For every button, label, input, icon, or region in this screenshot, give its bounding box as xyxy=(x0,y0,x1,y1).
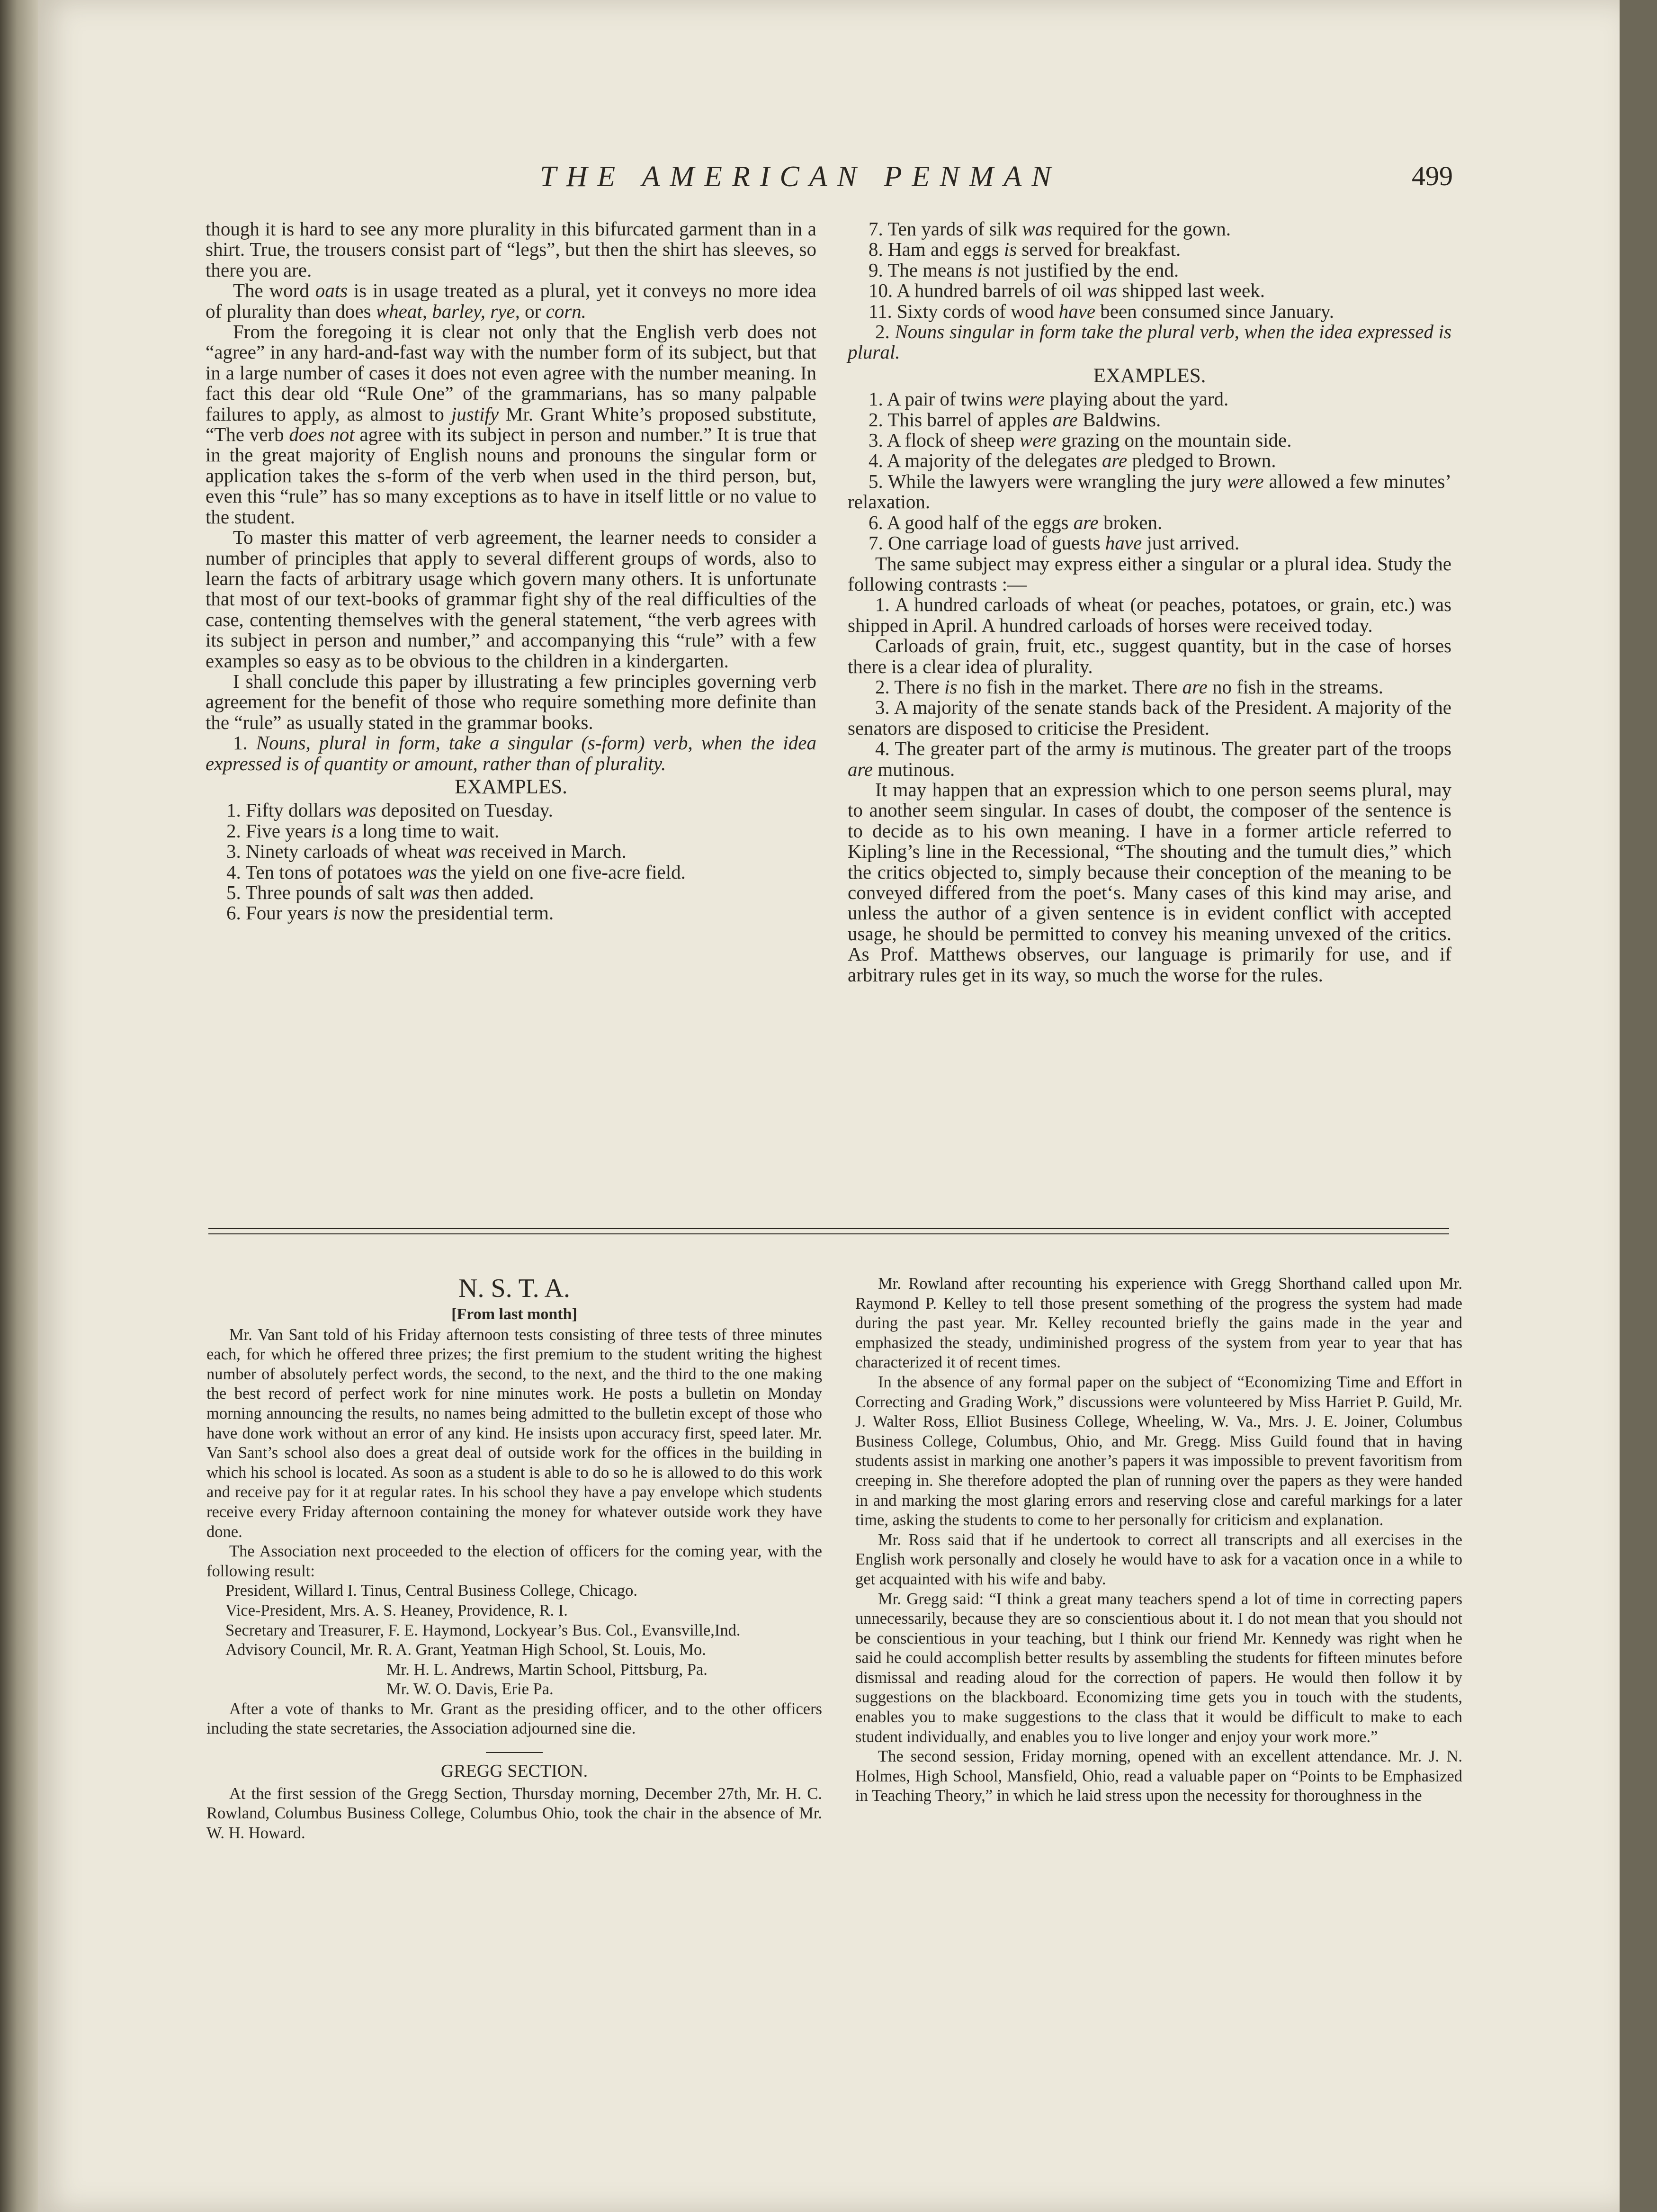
paragraph: The word oats is in usage treated as a plural, yet it conveys no more idea of plurality than does wheat, barley, rye, or corn. xyxy=(206,279,816,322)
paragraph: The second session, Friday morning, opened with an excellent attendance. Mr. J. N. Holmes, High School, Mansfield, Ohio, read a valuable paper on “Points to be Emphasized in Teaching Theory,” in which he laid stress upon the necessity for thoroughness in the xyxy=(855,1747,1462,1805)
example-item: 9. The means is not justified by the end. xyxy=(869,259,1179,281)
journal-title: THE AMERICAN PENMAN xyxy=(540,161,1061,193)
officer-entry: Secretary and Treasurer, F. E. Haymond, Lockyear’s Bus. Col., Evansville,Ind. xyxy=(225,1621,741,1639)
rule-statement: 2. Nouns singular in form take the plural verb, when the idea expressed is plural. xyxy=(848,321,1452,363)
officer-entry: President, Willard I. Tinus, Central Business College, Chicago. xyxy=(225,1582,638,1600)
paragraph: From the foregoing it is clear not only that the English verb does not “agree” in any hard-and-fast way with the number form of its subject, but that in a large number of cases it does not even agree with the number meaning. In fact this dear old “Rule One” of the grammarians, has so many palpable failures to apply, as almost to justify Mr. Grant White’s proposed substitute, “The verb does not agree with its subject in person and number.” It is true that in the great majority of English nouns and pronouns the singular form or application takes the s-form of the verb when used in the third person, but, even this “rule” has so many exceptions as to have in itself little or no value to the student. xyxy=(206,321,816,528)
paragraph: 4. The greater part of the army is mutinous. The greater part of the troops are mutinous. xyxy=(848,737,1451,780)
paragraph: To master this matter of verb agreement, the learner needs to consider a number of principles that apply to several different groups of words, also to learn the facts of arbitrary usage which govern many others. It is unfortunate that most of our text-books of grammar fight shy of the real difficulties of the case, contenting themselves with the general statement, “the verb agrees with its subject in person and number,” and accompanying this “rule” with a few examples so easy as to be obvious to the children in a kindergarten. xyxy=(206,526,816,672)
running-header xyxy=(180,160,1459,203)
section-title: N. S. T. A. xyxy=(458,1274,570,1303)
example-item: 3. A flock of sheep were grazing on the mountain side. xyxy=(869,429,1292,451)
example-item: 11. Sixty cords of wood have been consumed since January. xyxy=(869,300,1335,322)
section-divider xyxy=(208,1228,1449,1229)
section-divider xyxy=(208,1233,1449,1234)
paragraph: After a vote of thanks to Mr. Grant as the presiding officer, and to the other officers including the state secretaries, the Association adjourned sine die. xyxy=(206,1699,822,1738)
nsta-report-column-left xyxy=(206,1274,822,1843)
officer-entry: Advisory Council, Mr. R. A. Grant, Yeatman High School, St. Louis, Mo. xyxy=(225,1641,706,1659)
rule-statement: 1. Nouns, plural in form, take a singular (s-form) verb, when the idea expressed is of quantity or amount, rather than of plurality. xyxy=(206,732,816,774)
example-item: 8. Ham and eggs is served for breakfast. xyxy=(869,238,1181,261)
paragraph: Mr. Van Sant told of his Friday afternoon tests consisting of three tests of three minutes each, for which he offered three prizes; the first premium to the student writing the highest number of absolutely perfect words, the second, to the next, and the third to the one making the best record of perfect work for nine minutes work. He posts a bulletin on Monday morning announcing the results, no names being admitted to the bulletin except of those who have done work without an error of any kind. He insists upon accuracy first, speed later. Mr. Van Sant’s school also does a great deal of outside work for the offices in the building in which his school is located. As soon as a student is able to do so he is allowed to do this work and receive pay for it at regular rates. In his school they have a pay envelope which students receive every Friday afternoon containing the money for whatever outside work they have done. xyxy=(206,1325,822,1541)
council-entry: Mr. H. L. Andrews, Martin School, Pittsburg, Pa. xyxy=(386,1660,708,1679)
example-item: 7. One carriage load of guests have just arrived. xyxy=(869,532,1240,554)
example-item: 6. A good half of the eggs are broken. xyxy=(869,511,1163,533)
example-item: 4. Ten tons of potatoes was the yield on one five-acre field. xyxy=(226,861,686,883)
examples-heading: EXAMPLES. xyxy=(1093,364,1206,387)
scan-background xyxy=(1620,0,1657,2212)
paragraph: Mr. Ross said that if he undertook to correct all transcripts and all exercises in the English work personally and closely he would have to ask for a vacation once in a while to get acquainted with his wife and baby. xyxy=(855,1530,1462,1588)
example-item: 3. Ninety carloads of wheat was received in March. xyxy=(226,840,627,863)
book-spine xyxy=(0,0,38,2212)
paragraph: 3. A majority of the senate stands back of the President. A majority of the senators are disposed to criticise the President. xyxy=(848,696,1451,739)
example-item: 1. A pair of twins were playing about the yard. xyxy=(869,388,1229,410)
example-item: 6. Four years is now the presidential term. xyxy=(226,902,554,924)
nsta-report-column-right xyxy=(855,1274,1462,1806)
officer-entry: Vice-President, Mrs. A. S. Heaney, Providence, R. I. xyxy=(225,1601,568,1619)
example-item: 5. Three pounds of salt was then added. xyxy=(226,881,534,903)
example-item: 2. This barrel of apples are Baldwins. xyxy=(869,408,1161,431)
paragraph: It may happen that an expression which to one person seems plural, may to another seem singular. In cases of doubt, the composer of the sentence is to decide as to his own meaning. I have in a former article referred to Kipling’s line in the Recessional, “The shouting and the tumult dies,” which the critics objected to, simply because their conception of the meaning to be conveyed differed from the poet‘s. Many cases of this kind may arise, and unless the author of a given sentence is in evident conflict with accepted usage, he should be permitted to convey his meaning unvexed of the critics. As Prof. Matthews observes, our language is primarily for use, and if arbitrary rules get in its way, so much the worse for the rules. xyxy=(848,778,1451,986)
example-item: 2. Five years is a long time to wait. xyxy=(226,819,500,842)
example-item: 1. Fifty dollars was deposited on Tuesday. xyxy=(226,799,553,821)
paragraph: 1. A hundred carloads of wheat (or peaches, potatoes, or grain, etc.) was shipped in April. A hundred carloads of horses were received today. xyxy=(848,593,1451,636)
section-subtitle: [From last month] xyxy=(451,1305,577,1323)
example-item: 4. A majority of the delegates are pledged to Brown. xyxy=(869,450,1276,472)
council-entry: Mr. W. O. Davis, Erie Pa. xyxy=(386,1680,554,1699)
paragraph: The same subject may express either a singular or a plural idea. Study the following contrasts :— xyxy=(848,552,1451,595)
paragraph: Mr. Gregg said: “I think a great many teachers spend a lot of time in correcting papers unnecessarily, because they are so conscientious about it. I do not mean that you should not be conscientious in your teaching, but I think our friend Mr. Kennedy was right when he said he could accomplish better results by assembling the students for fifteen minutes before dismissal and reading aloud for the correction of papers. He would then follow it by suggestions on the blackboard. Economizing time gets you in touch with the students, enables you to make suggestions to the class that it would be difficult to make to each student individually, and enables you to live longer and enjoy your work more.” xyxy=(855,1590,1462,1746)
examples-heading: EXAMPLES. xyxy=(455,775,567,798)
paragraph: though it is hard to see any more plurality in this bifurcated garment than in a shirt. True, the trousers consist part of “legs”, but then the shirt has sleeves, so there you are. xyxy=(206,218,816,281)
article-column-left xyxy=(206,219,816,924)
example-item: 10. A hundred barrels of oil was shipped last week. xyxy=(869,279,1265,302)
paragraph: Carloads of grain, fruit, etc., suggest quantity, but in the case of horses there is a clear idea of plurality. xyxy=(848,635,1451,677)
paragraph: I shall conclude this paper by illustrating a few principles governing verb agreement for the benefit of those who require something more definite than the “rule” as usually stated in the grammar books. xyxy=(206,670,816,733)
short-rule xyxy=(486,1752,543,1753)
page-number: 499 xyxy=(1412,161,1453,191)
article-column-right xyxy=(848,219,1451,985)
paragraph: Mr. Rowland after recounting his experience with Gregg Shorthand called upon Mr. Raymond P. Kelley to tell those present something of the progress the system had made during the past year. Mr. Kelley recounted briefly the gains made in the year and emphasized the steady, undiminished progress of the system from year to year that has characterized it of recent times. xyxy=(855,1275,1462,1372)
paragraph: The Association next proceeded to the election of officers for the coming year, with the following result: xyxy=(206,1542,822,1580)
example-item: 7. Ten yards of silk was required for the gown. xyxy=(869,218,1231,240)
paragraph: 2. There is no fish in the market. There are no fish in the streams. xyxy=(875,675,1384,698)
paragraph: In the absence of any formal paper on the subject of “Economizing Time and Effort in Correcting and Grading Work,” discussions were volunteered by Miss Harriet P. Guild, Mr. J. Walter Ross, Elliot Business College, Wheeling, W. Va., Mrs. J. E. Joiner, Columbus Business College, Columbus, Ohio, and Mr. Gregg. Miss Guild found that in having students assist in marking one another’s papers it was impossible to prevent favoritism from creeping in. She therefore adopted the plan of running over the papers as they were handed in and marking the most glaring errors and reserving close and careful markings for a later time, asking the students to come to her personally for criticism and explanation. xyxy=(855,1373,1462,1529)
paragraph: At the first session of the Gregg Section, Thursday morning, December 27th, Mr. H. C. Rowland, Columbus Business College, Columbus Ohio, took the chair in the absence of Mr. W. H. Howard. xyxy=(206,1784,822,1842)
subsection-title: GREGG SECTION. xyxy=(440,1761,588,1781)
example-item: 5. While the lawyers were wrangling the jury were allowed a few minutes’ relaxation. xyxy=(848,470,1451,513)
